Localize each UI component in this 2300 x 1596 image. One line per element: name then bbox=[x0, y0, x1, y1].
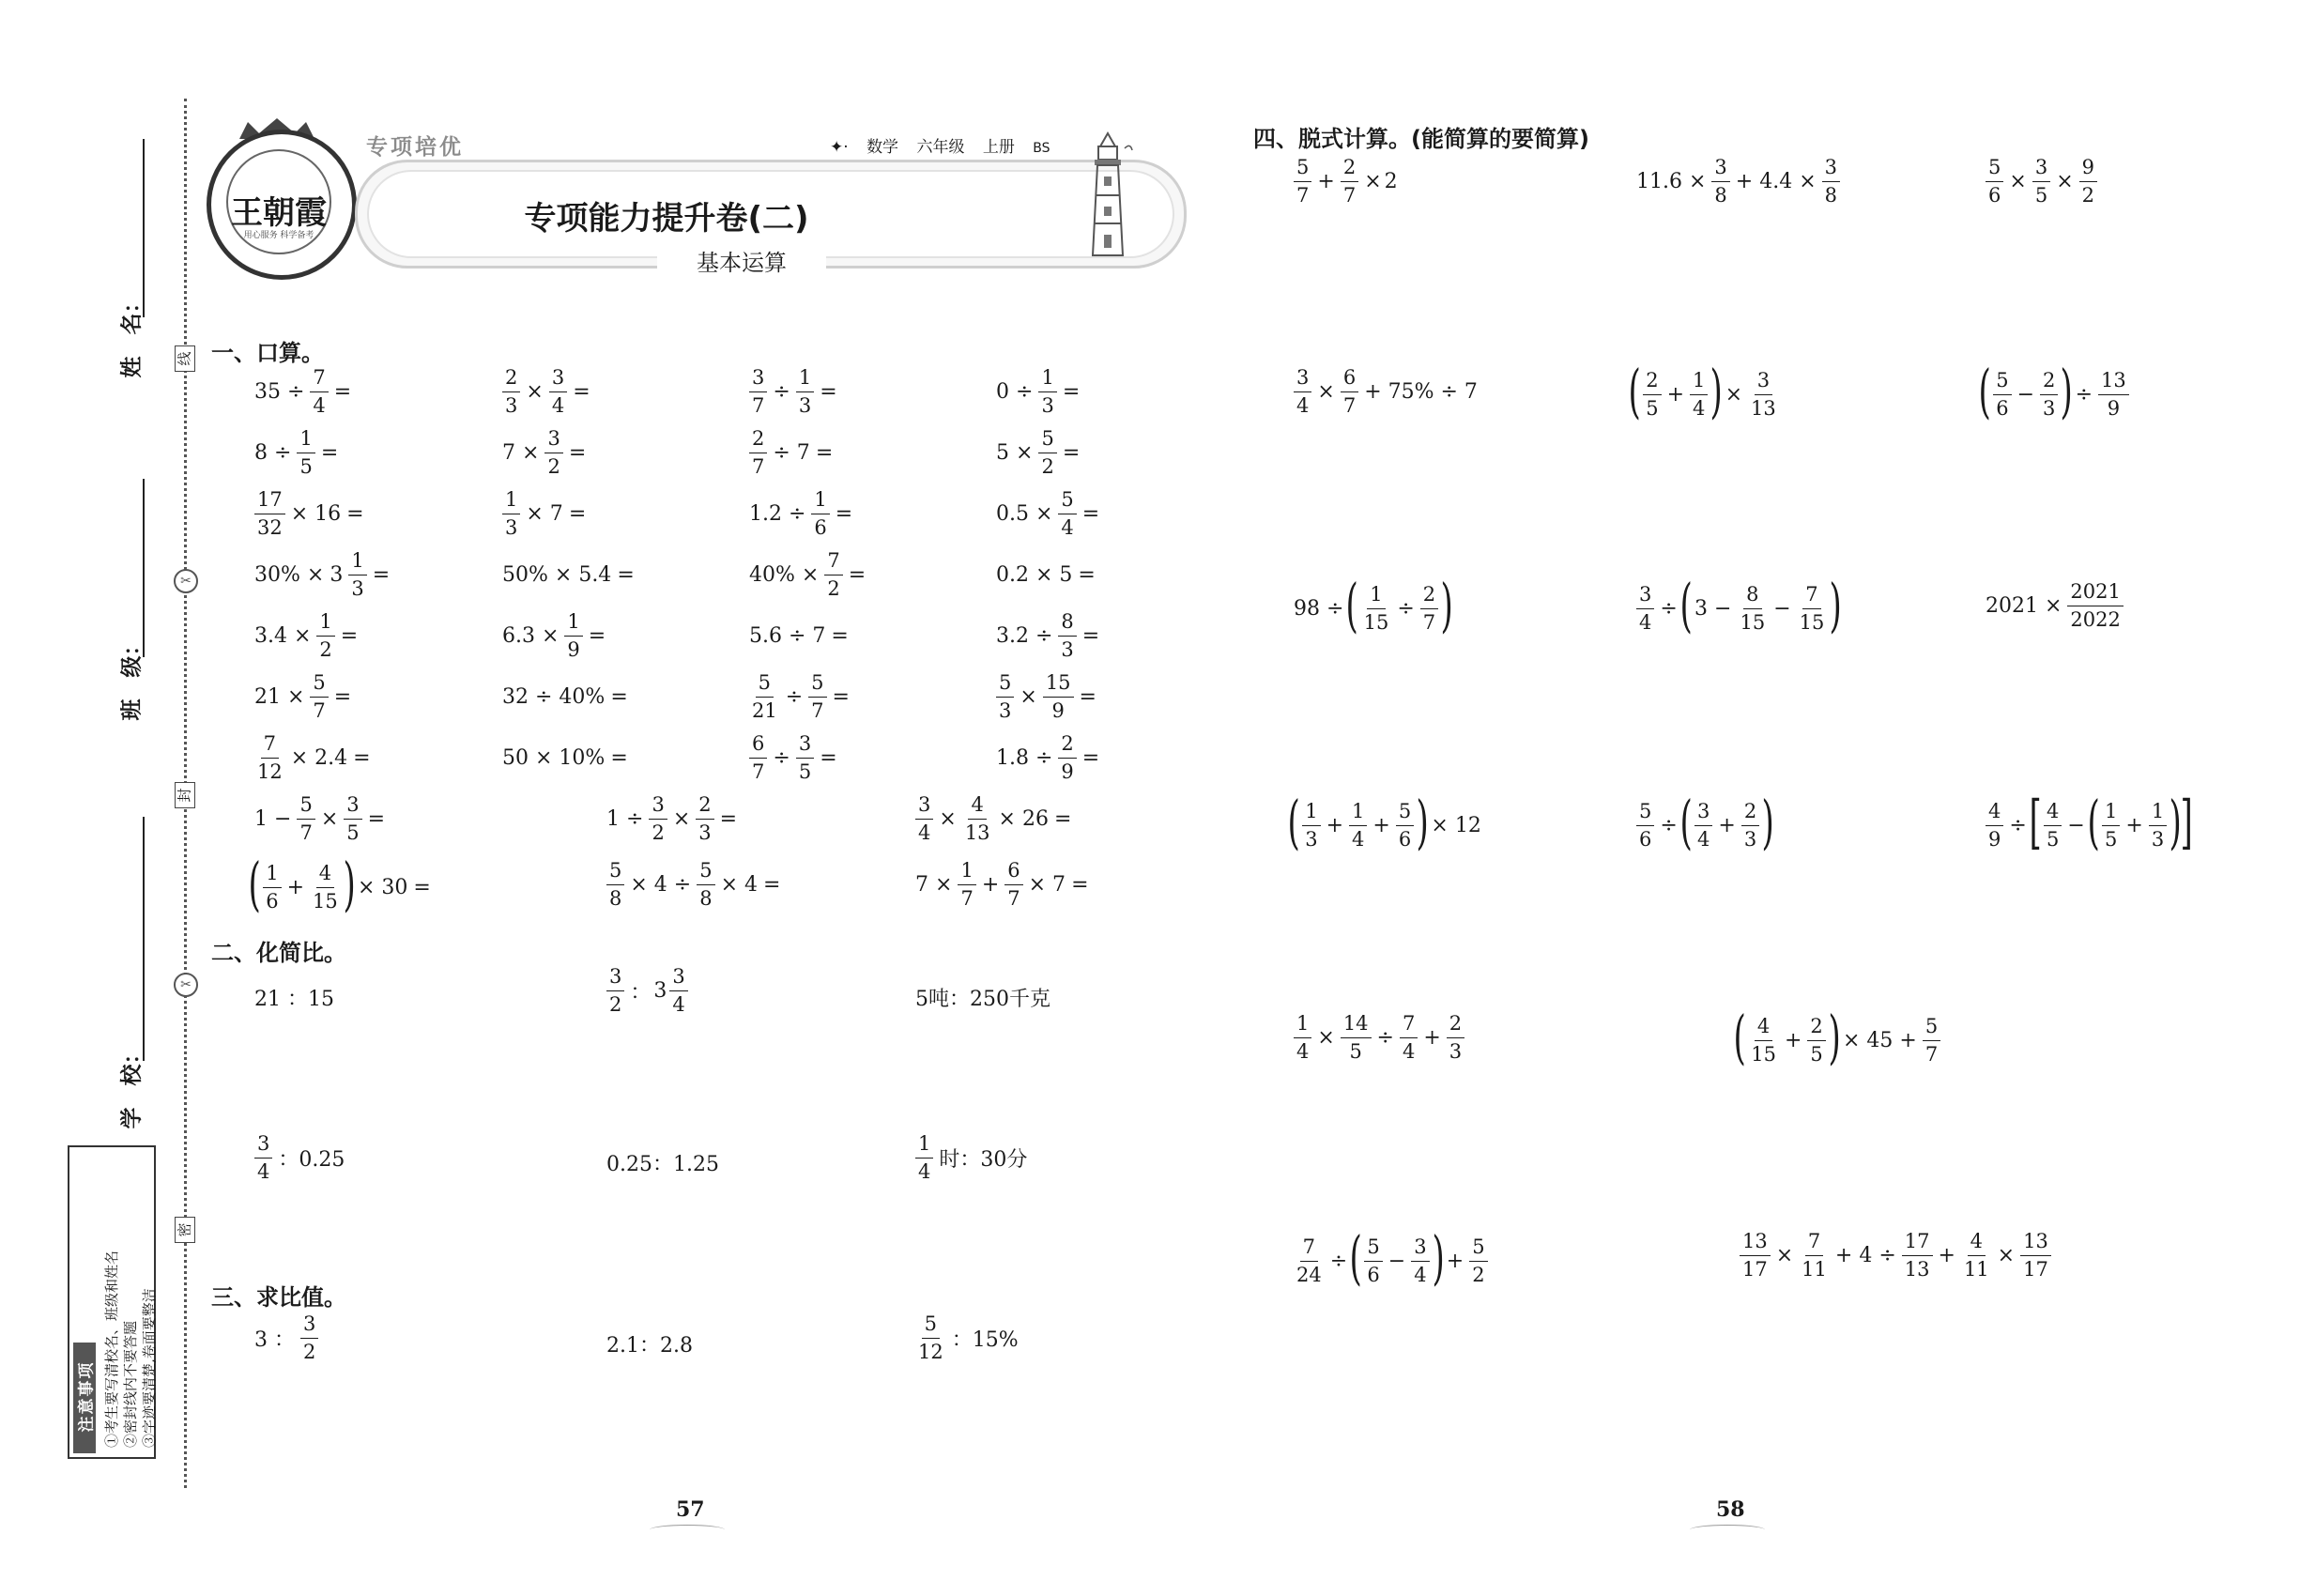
problem-2-4: 3 4 ：0.25 bbox=[252, 1134, 347, 1182]
page-subtitle: 基本运算 bbox=[657, 246, 826, 280]
school-line bbox=[143, 817, 145, 1061]
problem-1-5: 8 ÷ $\frac{1}{5}$ = bbox=[254, 427, 339, 478]
problem-4-8: $\frac{3}{4}$ ÷ ( 3 − $\frac{8}{15}$ − $\frac{7}{15}$ ) bbox=[1633, 579, 1842, 637]
problem-1-1: 35 ÷ $\frac{7}{4}$ = bbox=[254, 366, 352, 417]
notice-item: ③字迹要清楚,卷面要整洁 bbox=[141, 1288, 158, 1448]
problem-4-5: ( 2 5 + $\frac{1}{4}$ ) × $\frac{3}{13}$ bbox=[1628, 357, 1776, 425]
problem-4-14: ( 4 15 + $\frac{2}{5}$ ) × 45 + $\frac{5}{7}$ bbox=[1734, 1011, 1943, 1069]
cut-mark-seal: 封 bbox=[175, 782, 195, 808]
problem-3-3: 5 12 ：15% bbox=[918, 1312, 1019, 1363]
problem-1-14: 50% × 5.4 = bbox=[502, 563, 635, 587]
problem-1-25: $\frac{7}{12}$ × 2.4 = bbox=[257, 732, 371, 783]
problem-4-9: 2021 × $\frac{2021}{2022}$ bbox=[1983, 582, 2126, 630]
problem-3-1: 3 ： 3 2 bbox=[252, 1314, 321, 1362]
problem-1-4: 0 ÷ $\frac{1}{3}$ = bbox=[996, 366, 1081, 417]
class-line bbox=[143, 479, 145, 657]
page-ornament bbox=[650, 1525, 725, 1535]
problem-1-33: $\frac{5}{8}$ × 4 ÷ $\frac{5}{8}$ × 4 = bbox=[604, 861, 783, 909]
problem-1-6: 7 × $\frac{3}{2}$ = bbox=[502, 427, 587, 478]
section-2-heading: 二、化简比。 bbox=[211, 940, 346, 966]
section-3-heading: 三、求比值。 bbox=[211, 1284, 346, 1311]
problem-1-11: 1.2 ÷ $\frac{1}{6}$ = bbox=[749, 488, 853, 539]
problem-1-22: 32 ÷ 40% = bbox=[502, 685, 628, 709]
notice-item: ①考生要写清校名、班级和姓名 bbox=[103, 1250, 120, 1448]
problem-1-18: 6.3 × $\frac{1}{9}$ = bbox=[502, 610, 606, 661]
problem-4-2: 11.6 × $\frac{3}{8}$ + 4.4 × $\frac{3}{8}$ bbox=[1633, 158, 1843, 206]
problem-1-32: ( 1 6 + $\frac{4}{15}$ ) × 30 = bbox=[248, 850, 431, 918]
cut-mark-line: 线 bbox=[175, 345, 195, 372]
problem-1-3: $\frac{3}{7}$ ÷ $\frac{1}{3}$ = bbox=[746, 368, 840, 416]
problem-1-19: 5.6 ÷ 7 = bbox=[749, 624, 849, 648]
page-ornament bbox=[1690, 1525, 1765, 1535]
problem-2-1: 21 ：15 bbox=[254, 988, 334, 1011]
page-number-left: 57 bbox=[676, 1497, 705, 1522]
lighthouse-icon bbox=[1080, 130, 1136, 261]
problem-1-29: 1 − $\frac{5}{7}$ × $\frac{3}{5}$ = bbox=[254, 793, 386, 844]
problem-2-2: 3 2 ： 3 3 4 bbox=[604, 967, 691, 1015]
problem-1-16: 0.2 × 5 = bbox=[996, 563, 1096, 587]
section-1-heading: 一、口算。 bbox=[211, 340, 324, 366]
page-title: 专项能力提升卷(二) bbox=[524, 200, 809, 238]
problem-1-17: 3.4 × $\frac{1}{2}$ = bbox=[254, 610, 359, 661]
spark-icon: ✦· bbox=[830, 138, 849, 157]
problem-4-6: ( 5 6 − $\frac{2}{3}$ ) ÷ $\frac{13}{9}$ bbox=[1979, 365, 2132, 423]
problem-1-23: $\frac{5}{21}$ ÷ $\frac{5}{7}$ = bbox=[752, 671, 850, 722]
problem-4-10: ( 1 3 + $\frac{1}{4}$ + $\frac{5}{6}$ ) × 12 bbox=[1287, 788, 1481, 856]
problem-4-13: $\frac{1}{4}$ × $\frac{14}{5}$ ÷ $\frac{7}{4}$ + $\frac{2}{3}$ bbox=[1291, 1014, 1467, 1062]
problem-1-15: 40% × $\frac{7}{2}$ = bbox=[749, 549, 866, 600]
section-4-heading: 四、脱式计算。(能简算的要简算) bbox=[1253, 126, 1589, 152]
page-number-right: 58 bbox=[1716, 1497, 1745, 1522]
problem-4-7: 98 ÷ ( $\frac{1}{15}$ ÷ $\frac{2}{7}$ ) bbox=[1294, 571, 1453, 639]
problem-4-4: $\frac{3}{4}$ × $\frac{6}{7}$ + 75% ÷ 7 bbox=[1291, 368, 1480, 416]
problem-4-16: $\frac{13}{17}$ × $\frac{7}{11}$ + 4 ÷ $\frac{17}{13}$ + $\frac{4}{11}$ × $\frac{13}{17}$ bbox=[1737, 1232, 2054, 1280]
notice-title: 注意事项 bbox=[73, 1343, 96, 1453]
problem-2-6: 1 4 时：30分 bbox=[912, 1134, 1030, 1182]
problem-2-3: 5吨：250千克 bbox=[915, 988, 1050, 1011]
problem-1-10: $\frac{1}{3}$ × 7 = bbox=[499, 490, 589, 538]
scissors-icon: ✂ bbox=[174, 569, 198, 593]
problem-1-9: $\frac{17}{32}$ × 16 = bbox=[252, 490, 367, 538]
book-meta: ✦· 数学 六年级 上册 BS bbox=[830, 138, 1050, 157]
problem-4-1: 5 7 + $\frac{2}{7}$ × 2 bbox=[1291, 158, 1398, 206]
problem-1-2: $\frac{2}{3}$ × $\frac{3}{4}$ = bbox=[499, 368, 593, 416]
class-label: 班 级： bbox=[119, 634, 145, 721]
scissors-icon: ✂ bbox=[174, 973, 198, 997]
name-label: 姓 名： bbox=[119, 291, 145, 378]
problem-1-28: 1.8 ÷ $\frac{2}{9}$ = bbox=[996, 732, 1100, 783]
notice-box bbox=[68, 1145, 156, 1459]
problem-4-3: $\frac{5}{6}$ × $\frac{3}{5}$ × $\frac{9}{2}$ bbox=[1983, 158, 2100, 206]
problem-1-26: 50 × 10% = bbox=[502, 746, 628, 770]
notice-item: ②密封线内不要答题 bbox=[122, 1320, 139, 1448]
problem-1-21: 21 × $\frac{5}{7}$ = bbox=[254, 671, 352, 722]
school-label: 学 校： bbox=[119, 1042, 145, 1129]
problem-1-13: 30% × 3 1 3 = bbox=[254, 549, 391, 600]
problem-1-7: $\frac{2}{7}$ ÷ 7 = bbox=[746, 429, 836, 477]
problem-4-12: $\frac{4}{9}$ ÷ [ 4 5 − ( 1 5 + $\frac{1}{3}$ ) ] bbox=[1983, 796, 2193, 854]
problem-2-5: 0.25：1.25 bbox=[606, 1153, 719, 1176]
problem-1-30: 1 ÷ $\frac{3}{2}$ × $\frac{2}{3}$ = bbox=[606, 793, 738, 844]
problem-4-11: $\frac{5}{6}$ ÷ ( 3 4 + $\frac{2}{3}$ ) bbox=[1633, 796, 1773, 854]
problem-4-15: $\frac{7}{24}$ ÷ ( 5 6 − $\frac{3}{4}$ ) + $\frac{5}{2}$ bbox=[1291, 1232, 1491, 1290]
problem-1-8: 5 × $\frac{5}{2}$ = bbox=[996, 427, 1081, 478]
cut-mark-close: 密 bbox=[175, 1217, 195, 1243]
problem-1-31: $\frac{3}{4}$ × $\frac{4}{13}$ × 26 = bbox=[912, 795, 1074, 843]
problem-3-2: 2.1：2.8 bbox=[606, 1334, 693, 1358]
problem-1-12: 0.5 × $\frac{5}{4}$ = bbox=[996, 488, 1100, 539]
series-tag: 专项培优 bbox=[366, 135, 464, 160]
problem-1-24: $\frac{5}{3}$ × $\frac{15}{9}$ = bbox=[993, 673, 1099, 721]
problem-1-34: 7 × $\frac{1}{7}$ + $\frac{6}{7}$ × 7 = bbox=[915, 859, 1089, 910]
problem-1-20: 3.2 ÷ $\frac{8}{3}$ = bbox=[996, 610, 1100, 661]
brand-logo: 王朝霞 用心服务 科学备考 bbox=[207, 130, 357, 280]
problem-1-27: $\frac{6}{7}$ ÷ $\frac{3}{5}$ = bbox=[746, 734, 840, 782]
